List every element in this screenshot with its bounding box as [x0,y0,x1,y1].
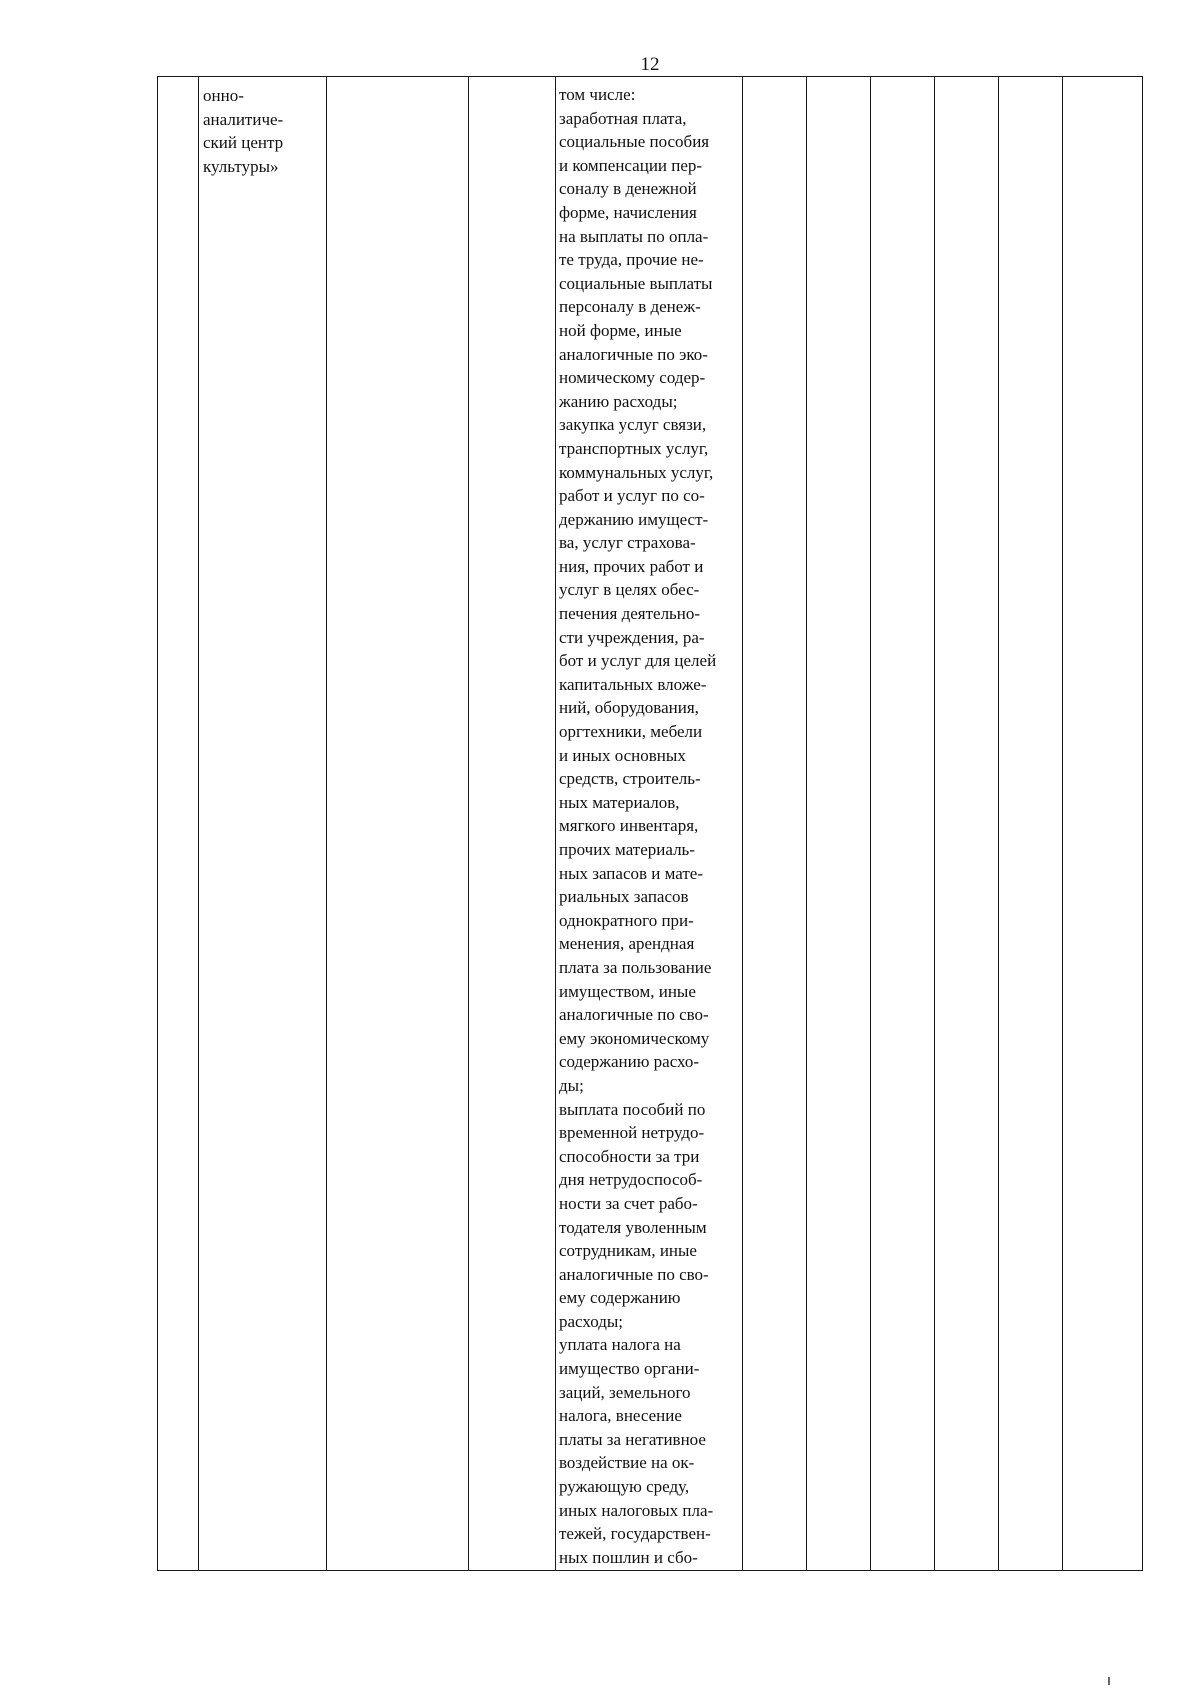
description-line: дня нетрудоспособ- [559,1170,703,1190]
description-line: заций, земельного [559,1382,691,1402]
description-line: ной форме, иные [559,320,682,340]
description-line: том числе: [559,85,636,104]
description-line: имущество органи- [559,1359,700,1379]
description-line: расходы; [559,1311,624,1331]
cell-empty-11 [1063,77,1143,1571]
description-line: уплата налога на [559,1335,681,1355]
description-line: аналогичные по сво- [559,1005,709,1025]
description-line: платы за негативное [559,1429,706,1449]
description-line: способности за три [559,1146,700,1166]
description-line: и компенсации пер- [559,155,703,175]
organization-name [199,77,326,178]
cell-empty-7 [807,77,871,1571]
description-line: ему содержанию [559,1288,681,1308]
description-line: выплата пособий по [559,1099,706,1119]
description-line: работ и услуг по со- [559,486,705,506]
description-line: аналогичные по сво- [559,1264,709,1284]
description-line: печения деятельно- [559,604,701,624]
description-line: сти учреждения, ра- [559,627,705,647]
description-line: заработная плата, [559,108,687,128]
page-number: 12 [640,54,660,75]
description-line: прочих материаль- [559,840,695,859]
table-row [158,77,1143,1571]
description-line: бот и услуг для целей [559,651,717,671]
description-line: персоналу в денеж- [559,297,701,317]
description-line: сотрудникам, иные [559,1241,697,1261]
description-line: риальных запасов [559,887,689,907]
cell-empty-9 [935,77,999,1571]
description-line: ва, услуг страхова- [559,533,696,553]
description-line: средств, строитель- [559,769,701,789]
description-line: тодателя уволенным [559,1217,707,1237]
cell-empty-8 [871,77,935,1571]
description-line: имуществом, иные [559,981,696,1001]
description-line: ружающую среду, [559,1477,690,1497]
description-line: номическому содер- [559,368,706,388]
description-line: налога, внесение [559,1406,682,1426]
description-line: ных материалов, [559,792,680,812]
description-line: и иных основных [559,745,686,765]
description-line: ему экономическому [559,1028,710,1048]
description-line: ния, прочих работ и [559,556,704,576]
description-line: форме, начисления [559,202,697,222]
description-line: аналогичные по эко- [559,344,708,364]
cell-index [158,77,199,1571]
cell-empty-3 [327,77,469,1571]
description-line: социальные пособия [559,132,710,152]
description-line: плата за пользование [559,957,712,977]
cell-organization [199,77,327,1571]
description-line: временной нетрудо- [559,1123,705,1143]
organization-line: культуры» [203,156,279,176]
description-line: капитальных вложе- [559,674,707,694]
description-line: иных налоговых пла- [559,1500,714,1520]
description-line: тежей, государствен- [559,1524,711,1544]
description-line: социальные выплаты [559,273,713,293]
description-line: оргтехники, мебели [559,722,703,742]
description-line: держанию имущест- [559,509,709,529]
budget-table [157,76,1143,1571]
description-line: менения, арендная [559,934,695,954]
organization-line: онно- [203,86,244,105]
description-line: ды; [559,1075,584,1095]
cell-empty-10 [999,77,1063,1571]
description-line: соналу в денежной [559,179,697,199]
organization-line: аналитиче- [203,109,284,129]
description-line: ний, оборудования, [559,698,699,718]
description-line: закупка услуг связи, [559,415,707,435]
description-line: на выплаты по опла- [559,226,709,246]
description-line: ности за счет рабо- [559,1193,698,1213]
description-line: ных запасов и мате- [559,863,704,883]
description-line: воздействие на ок- [559,1453,695,1473]
cell-empty-4 [469,77,556,1571]
expense-description [556,77,742,1569]
description-line: однократного при- [559,910,694,930]
description-line: транспортных услуг, [559,438,709,458]
description-line: те труда, прочие не- [559,250,704,270]
description-line: ных пошлин и сбо- [559,1547,698,1567]
description-line: жанию расходы; [559,391,678,411]
description-line: мягкого инвентаря, [559,816,699,836]
cell-expense-description [556,77,743,1571]
organization-line: ский центр [203,133,284,153]
scan-mark [1108,1677,1110,1685]
description-line: коммунальных услуг, [559,462,714,482]
description-line: услуг в целях обес- [559,580,700,600]
cell-empty-6 [743,77,807,1571]
description-line: содержанию расхо- [559,1052,700,1072]
